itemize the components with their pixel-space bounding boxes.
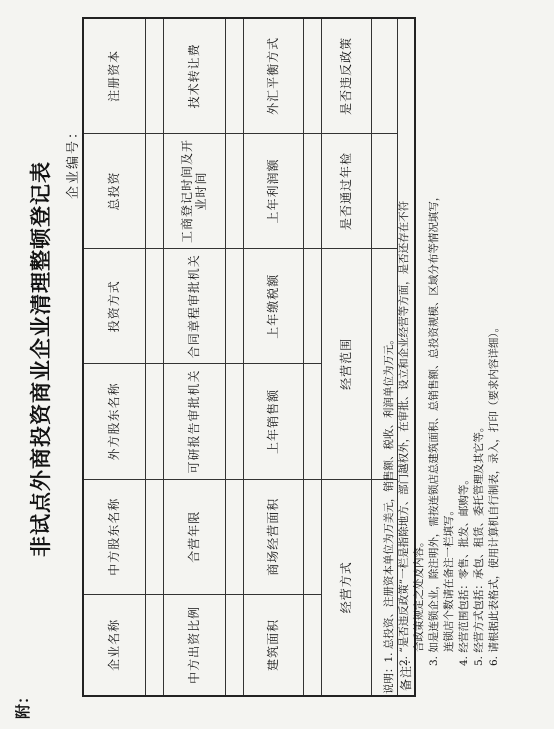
note-item: 1. 总投资、注册资本单位为万美元，销售额、税收、利润单位为万元。: [383, 334, 395, 663]
cell-total-investment: 总投资: [83, 133, 145, 248]
cell-chinese-share-ratio: 中方出资比例: [163, 594, 225, 696]
cell-fx-balance: 外汇平衡方式: [243, 18, 303, 133]
notes-label: 说明：: [383, 662, 395, 694]
cell-chinese-shareholder: 中方股东名称: [83, 479, 145, 594]
table-row: [83, 18, 145, 696]
cell-feasibility-approval: 可研报告审批机关: [163, 364, 225, 479]
note-item: 5. 经营方式包括：承包、租赁、委托管理及其它等。: [473, 421, 485, 666]
table-row: [243, 18, 303, 696]
cell-last-year-profit: 上年利润额: [243, 133, 303, 248]
cell-building-area: 建筑面积: [243, 594, 303, 696]
cell-last-year-sales: 上年销售额: [243, 364, 303, 479]
table-row: [303, 18, 321, 696]
note-item: 6. 请根据此表格式，使用计算机自行制表，录入，打印（要求内容详细）。: [488, 321, 500, 666]
cell-policy-violation: 是否违反政策: [321, 18, 371, 133]
table-row: [163, 18, 225, 696]
registration-table: [82, 17, 416, 697]
note-item: 4. 经营范围包括：零售、批发、邮购等。: [458, 474, 470, 666]
note-item: 合政策规定之处及内容。: [413, 536, 425, 652]
table-row: [145, 18, 163, 696]
notes-section: [382, 14, 502, 694]
enterprise-number-label: 企业编号：: [66, 123, 81, 199]
cell-business-scope: 经营范围: [321, 249, 371, 480]
page-title: 非试点外商投资商业企业清理整顿登记表: [29, 161, 53, 557]
cell-remarks: 备注：: [397, 18, 415, 696]
cell-annual-review: 是否通过年检: [321, 133, 371, 248]
cell-company-name: 企业名称: [83, 594, 145, 696]
cell-contract-approval: 合同章程审批机关: [163, 249, 225, 364]
note-item: 连锁店个数请在备注一栏填写。: [443, 505, 455, 652]
attachment-label: 附：: [14, 688, 32, 719]
table-row: [225, 18, 243, 696]
cell-jv-term: 合营年限: [163, 479, 225, 594]
cell-registered-capital: 注册资本: [83, 18, 145, 133]
table-row: [321, 18, 371, 696]
note-item: 3. 如是连锁企业，除注明外，需按连锁店总建筑面积、总销售额、总投资规模、区域分布等情况填写，: [428, 190, 440, 666]
cell-investment-mode: 投资方式: [83, 249, 145, 364]
cell-registration-time: 工商登记时间及开业时间: [163, 133, 225, 248]
cell-last-year-tax: 上年缴税额: [243, 249, 303, 364]
cell-tech-transfer-fee: 技术转让费: [163, 18, 225, 133]
cell-foreign-shareholder: 外方股东名称: [83, 364, 145, 479]
note-item: 2. “是否违反政策”一栏是指除地方、部门越权外，在审批、设立和企业经营等方面，是否还存在不符: [398, 200, 410, 666]
cell-mall-area: 商场经营面积: [243, 479, 303, 594]
cell-business-mode: 经营方式: [321, 479, 371, 696]
